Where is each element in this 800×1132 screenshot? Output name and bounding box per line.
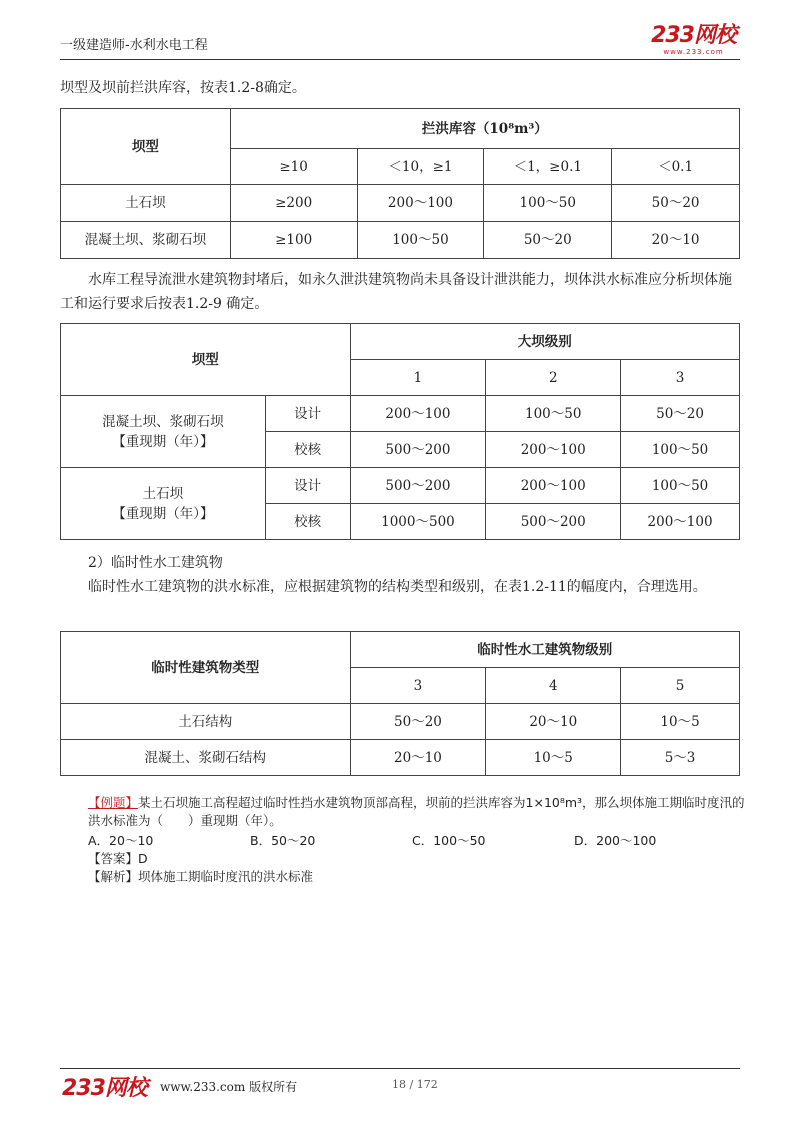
table-cell: 1000～500	[350, 504, 486, 540]
table-cell: 50～20	[484, 222, 612, 259]
table-cell: 200～100	[350, 396, 486, 432]
analysis-label: 【解析】	[88, 869, 139, 884]
table-cell: 10～5	[486, 740, 621, 776]
option-d: D．200～100	[574, 833, 657, 848]
level-header: 大坝级别	[350, 324, 739, 360]
table-cell: 500～200	[486, 504, 621, 540]
table-cell: 500～200	[350, 468, 486, 504]
dam-type-name: 混凝土坝、浆砌石坝	[102, 413, 224, 430]
table-row	[61, 468, 740, 504]
table-cell: 100～50	[357, 222, 484, 259]
table-header-row	[61, 109, 740, 149]
example-analysis	[88, 868, 313, 886]
logo-url: www.233.com	[663, 48, 724, 56]
example-text: 某土石坝施工高程超过临时性挡水建筑物顶部高程，坝前的拦洪库容为1×10⁸m³，那么坝体施工期临时度汛的洪水标准为（ ）重现期（年）。	[88, 795, 745, 828]
row-label: 土石结构	[61, 704, 351, 740]
dam-type-header: 坝型	[61, 324, 351, 396]
table-cell: 5～3	[621, 740, 740, 776]
table-cell: 100～50	[621, 468, 740, 504]
option-a: A．20～10	[88, 833, 154, 848]
table-cell: 50～20	[350, 704, 486, 740]
row-group-label	[61, 396, 266, 468]
table-row	[61, 222, 740, 259]
level-header: 临时性水工建筑物级别	[350, 632, 739, 668]
row-kind: 设计	[265, 468, 350, 504]
option-c: C．100～50	[412, 833, 486, 848]
row-group-label	[61, 468, 266, 540]
table-cell: 100～50	[484, 185, 612, 222]
footer-logo: 233网校	[62, 1076, 147, 1101]
structure-type-header: 临时性建筑物类型	[61, 632, 351, 704]
col-header: ＜0.1	[612, 149, 740, 185]
col-header: ≥10	[230, 149, 357, 185]
table-cell: 200～100	[486, 432, 621, 468]
col-header: 3	[621, 360, 740, 396]
example-answer	[88, 850, 148, 868]
table-cell: 100～50	[486, 396, 621, 432]
example-tag: 【例题】	[88, 795, 139, 810]
footer-copyright: www.233.com 版权所有	[160, 1080, 298, 1094]
section-title: 2）临时性水工建筑物	[88, 555, 223, 571]
col-header: ＜10，≥1	[357, 149, 484, 185]
page-footer	[60, 1068, 740, 1108]
table-cell: 10～5	[621, 704, 740, 740]
col-header: 3	[350, 668, 486, 704]
table-row	[61, 185, 740, 222]
table-cell: 200～100	[486, 468, 621, 504]
dam-level-table	[60, 323, 740, 540]
table-cell: ≥200	[230, 185, 357, 222]
return-period-note: 【重现期（年）】	[112, 505, 214, 522]
diversion-paragraph: 水库工程导流泄水建筑物封堵后，如永久泄洪建筑物尚未具备设计泄洪能力，坝体洪水标准应分析坝体施工和运行要求后按表1.2-9 确定。	[60, 272, 732, 312]
col-header: ＜1，≥0.1	[484, 149, 612, 185]
logo-text: 233网校	[651, 23, 736, 48]
dam-type-name: 土石坝	[142, 485, 184, 502]
col-header: 1	[350, 360, 486, 396]
table-cell: 20～10	[486, 704, 621, 740]
capacity-header: 拦洪库容（10⁸m³）	[230, 109, 739, 149]
row-kind: 校核	[265, 432, 350, 468]
table-cell: 500～200	[350, 432, 486, 468]
table-cell: 20～10	[350, 740, 486, 776]
table-row	[61, 704, 740, 740]
table-cell: ≥100	[230, 222, 357, 259]
return-period-note: 【重现期（年）】	[112, 433, 214, 450]
table-row	[61, 396, 740, 432]
col-header: 2	[486, 360, 621, 396]
brand-logo	[651, 24, 736, 56]
example-options	[88, 832, 736, 850]
answer-label: 【答案】	[88, 851, 139, 866]
example-question	[88, 794, 748, 830]
row-label: 混凝土坝、浆砌石坝	[61, 222, 231, 259]
table-header-row	[61, 324, 740, 360]
row-label: 土石坝	[61, 185, 231, 222]
option-b: B．50～20	[250, 833, 316, 848]
table-cell: 50～20	[612, 185, 740, 222]
col-header: 5	[621, 668, 740, 704]
dam-capacity-table	[60, 108, 740, 259]
table-cell: 200～100	[357, 185, 484, 222]
page-header	[60, 22, 740, 60]
table-cell: 200～100	[621, 504, 740, 540]
table-row	[61, 740, 740, 776]
table-cell: 20～10	[612, 222, 740, 259]
temporary-paragraph: 临时性水工建筑物的洪水标准，应根据建筑物的结构类型和级别，在表1.2-11的幅度内，合理选用。	[88, 579, 707, 595]
table-cell: 50～20	[621, 396, 740, 432]
table-header-row	[61, 632, 740, 668]
temporary-structure-table	[60, 631, 740, 776]
intro-paragraph: 坝型及坝前拦洪库容，按表1.2-8确定。	[60, 80, 306, 96]
page-number: 18 / 172	[392, 1078, 438, 1091]
dam-type-header: 坝型	[61, 109, 231, 185]
document-title: 一级建造师-水利水电工程	[60, 38, 208, 53]
row-label: 混凝土、浆砌石结构	[61, 740, 351, 776]
row-kind: 校核	[265, 504, 350, 540]
row-kind: 设计	[265, 396, 350, 432]
col-header: 4	[486, 668, 621, 704]
analysis-text: 坝体施工期临时度汛的洪水标准	[138, 869, 314, 884]
answer-value: D	[138, 851, 148, 866]
table-cell: 100～50	[621, 432, 740, 468]
